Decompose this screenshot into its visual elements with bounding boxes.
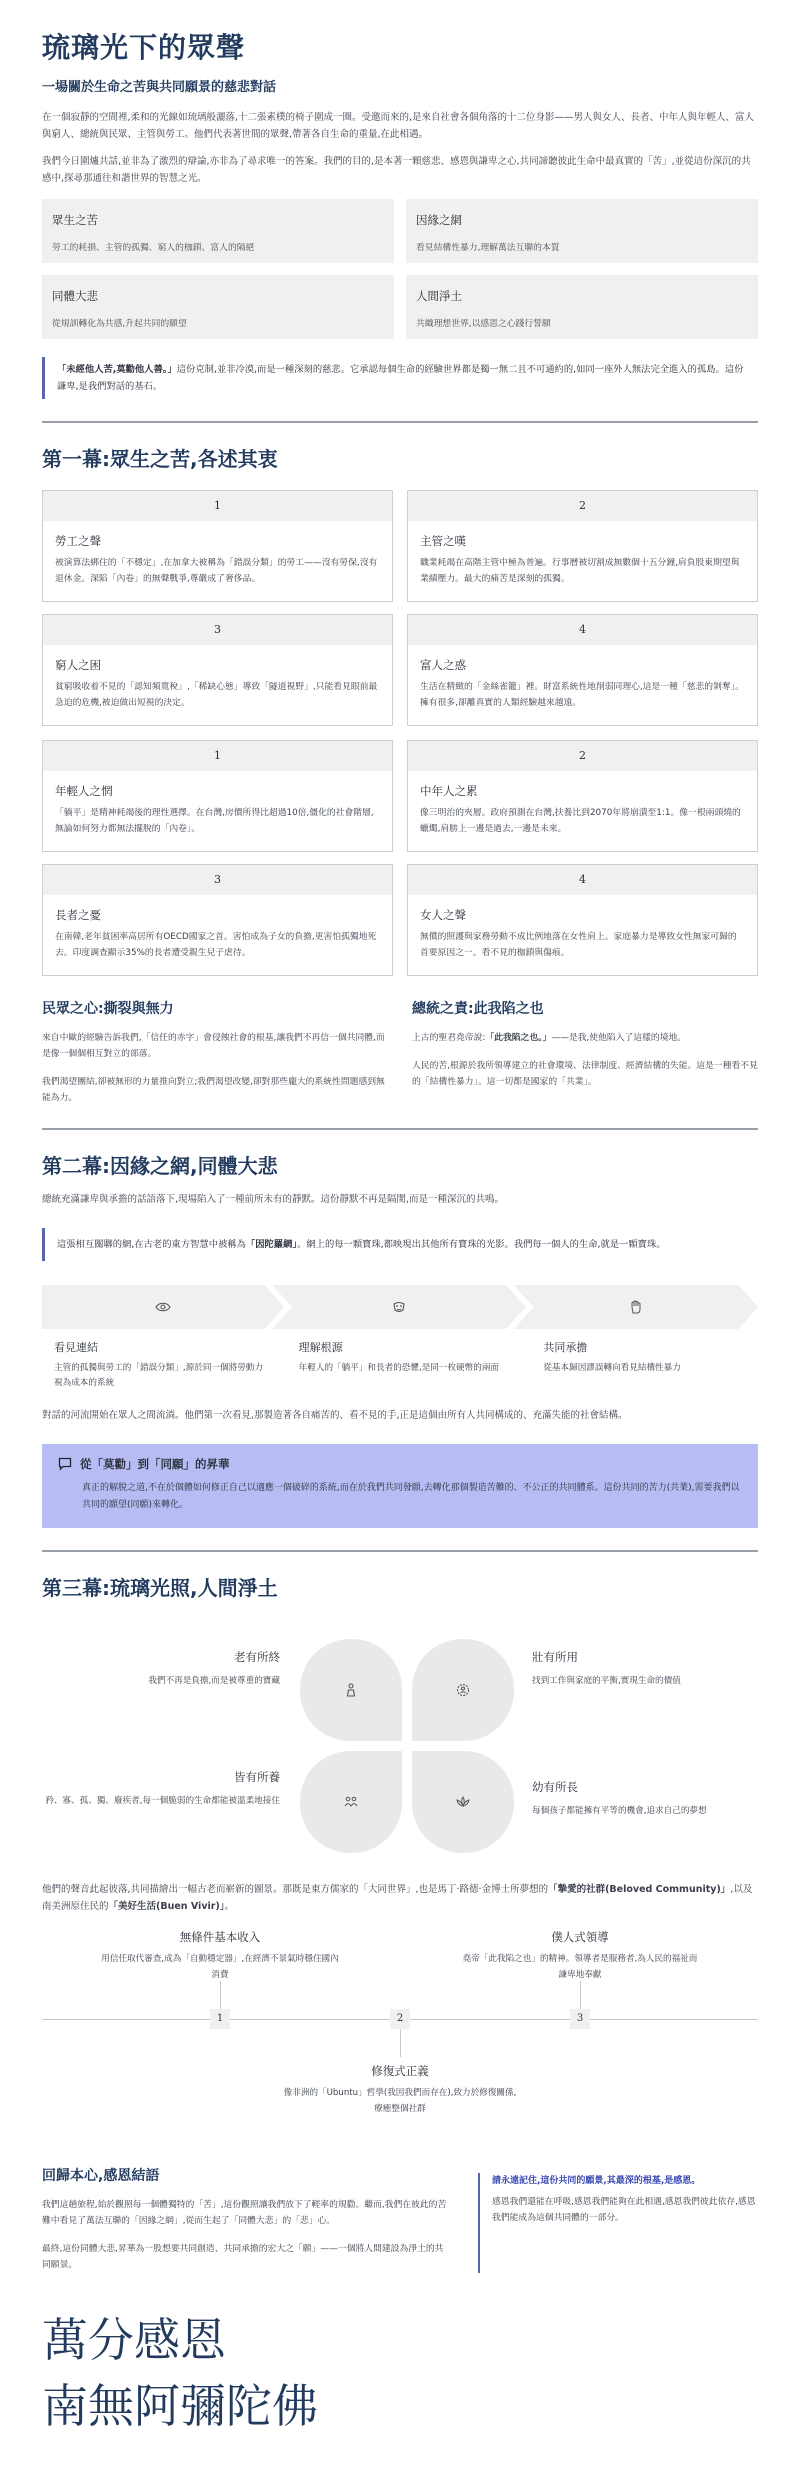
process-step (42, 1339, 269, 1391)
card-number: 3 (43, 615, 392, 645)
card-desc: 「躺平」是精神耗竭後的理性選擇。在台灣,房價所得比超過10倍,僵化的社會階層,無論如何努力都無法擺脫的「內卷」。 (55, 808, 374, 834)
step-desc: 從基本歸因謬誤轉向看見結構性暴力 (543, 1363, 681, 1373)
president-paragraph-2: 人民的苦,根源於我所領導建立的社會環境、法律制度、經濟結構的失能。這是一種看不見的「結構性暴力」。這一切都是國家的「共業」。 (412, 1061, 758, 1087)
voice-card (42, 614, 393, 726)
timeline-connector (400, 2029, 401, 2057)
topic-desc: 從規訓轉化為共感,升起共同的願望 (52, 319, 187, 329)
timeline-desc: 用信任取代審查,成為「自動穩定器」,在經濟不景氣時穩住國內消費 (101, 1954, 339, 1980)
text-span: 。 (224, 1901, 235, 1912)
timeline-connector (580, 1981, 581, 2009)
card-desc: 職業耗竭在高階主管中極為普遍。行事曆被切割成無數個十五分鐘,肩負股東期望與業績壓力。最大的痛苦是深刻的孤獨。 (420, 558, 740, 584)
card-title: 年輕人之惘 (55, 784, 113, 798)
topics-grid (42, 199, 758, 339)
act2-title: 第二幕:因緣之網,同體大悲 (42, 1154, 278, 1178)
mask-icon (391, 1299, 407, 1315)
card-number: 1 (43, 491, 392, 521)
bold-span: 「此我陷之也。」 (485, 1033, 552, 1043)
text-span: ——是我,使他陷入了這樣的境地。 (551, 1033, 687, 1043)
timeline-desc: 像非洲的「Ubuntu」哲學(我因我們而存在),致力於修復關係,療癒整個社群 (283, 2088, 517, 2114)
timeline-label (100, 1929, 340, 1983)
step-arrow (514, 1285, 758, 1329)
card-title: 窮人之困 (55, 658, 101, 672)
voice-card (407, 490, 758, 602)
act3-title: 第三幕:琉璃光照,人間淨土 (42, 1576, 278, 1600)
chat-icon (58, 1457, 72, 1471)
topic-title: 眾生之苦 (52, 213, 98, 227)
petal-label (42, 1649, 280, 1689)
people-paragraph-2: 我們渴望團結,卻被無形的力量推向對立;我們渴望改變,卻對那些龐大的系統性問題感到無能為力。 (42, 1077, 385, 1103)
text-span: 他們的聲音此起彼落,共同描繪出一幅古老而嶄新的圖景。那既是東方儒家的「大同世界」,也是馬丁·路德·金博士所夢想的 (42, 1884, 549, 1895)
petal-desc: 我們不再是負擔,而是被尊重的寶藏 (148, 1676, 280, 1686)
timeline-label (280, 2063, 520, 2117)
petal (412, 1751, 514, 1853)
card-number: 4 (408, 615, 757, 645)
step-desc: 主管的孤獨與勞工的「錯誤分類」,源於同一個將勞動力視為成本的系統 (54, 1363, 263, 1388)
card-number: 3 (43, 865, 392, 895)
process-step (531, 1339, 758, 1391)
petal-label (532, 1649, 772, 1689)
petal-title: 壯有所用 (532, 1650, 578, 1664)
card-title: 女人之聲 (420, 908, 466, 922)
step-desc: 年輕人的「躺平」和長者的恐懼,是同一枚硬幣的兩面 (298, 1363, 500, 1373)
timeline-node: 3 (570, 2009, 590, 2029)
act3-paragraph (42, 1881, 758, 1915)
step-arrow (272, 1285, 526, 1329)
closing-paragraph-1: 我們這趟旅程,始於觀照每一個體獨特的「苦」,這份觀照讓我們放下了輕率的規勸。繼而,我們在彼此的苦難中看見了萬法互聯的「因緣之網」,從而生起了「同體大悲」的「悲」心。 (42, 2200, 447, 2226)
act1-cards-2 (42, 740, 758, 976)
intro-paragraph-2: 我們今日圍爐共話,並非為了激烈的辯論,亦非為了尋求唯一的答案。我們的目的,是本著一顆慈悲、感恩與謙卑之心,共同諦聽彼此生命中最真實的「苦」,並從這份深沉的共感中,探尋那通往和諧世界的智慧之光。 (42, 156, 751, 184)
callout-title: 從「莫勸」到「同願」的昇華 (80, 1457, 230, 1471)
card-title: 富人之惑 (420, 658, 466, 672)
person-icon (343, 1682, 359, 1698)
timeline-title: 無條件基本收入 (179, 1930, 261, 1944)
voice-card (42, 864, 393, 976)
topic-card (42, 199, 394, 263)
gratitude-line-1: 萬分感恩 (42, 2313, 226, 2367)
closing-heading: 回歸本心,感恩結語 (42, 2168, 160, 2184)
voice-card (407, 740, 758, 852)
voice-card (407, 864, 758, 976)
closing-paragraph-2: 最終,這份同體大悲,昇華為一股想要共同創造、共同承擔的宏大之「願」——一個將人間建設為淨土的共同願景。 (42, 2244, 444, 2270)
eye-icon (155, 1299, 171, 1315)
voice-card (407, 614, 758, 726)
intro-paragraph-1: 在一個寂靜的空間裡,柔和的光線如琉璃般灑落,十二張素樸的椅子圍成一圈。受邀而來的,是來自社會各個角落的十二位身影——男人與女人、長者、中年人與年輕人、富人與窮人、總統與民眾、主管與勞工。他們代表著世間的眾聲,帶著各自生命的重量,在此相遇。 (42, 112, 755, 140)
people-column (42, 998, 388, 1106)
petal (300, 1639, 402, 1741)
petal-desc: 每個孩子都能擁有平等的機會,追求自己的夢想 (532, 1806, 707, 1816)
petal (412, 1639, 514, 1741)
timeline-desc: 堯帝「此我陷之也」的精神。領導者是服務者,為人民的福祉而謙卑地奉獻 (462, 1954, 698, 1980)
process-arrows (42, 1285, 758, 1329)
indra-quote (42, 1228, 758, 1261)
page-title: 琉璃光下的眾聲 (42, 31, 246, 64)
bold-span: 「美好生活(Buen Vivir)」 (108, 1901, 225, 1912)
timeline-node: 2 (390, 2009, 410, 2029)
act1-columns (42, 998, 758, 1106)
topic-card (42, 275, 394, 339)
card-number: 2 (408, 491, 757, 521)
timeline (42, 1929, 758, 2159)
petal-label (42, 1769, 280, 1809)
people-icon (343, 1794, 359, 1810)
text-span: 這張相互關聯的網,在古老的東方智慧中被稱為 (57, 1239, 246, 1250)
page-subtitle: 一場關於生命之苦與共同願景的慈悲對話 (42, 80, 277, 95)
step-arrow (42, 1285, 284, 1329)
callout-box (42, 1444, 758, 1528)
petal-desc: 矜、寡、孤、獨、廢疾者,每一個脆弱的生命都能被溫柔地接住 (45, 1796, 280, 1806)
president-heading: 總統之責:此我陷之也 (412, 1001, 544, 1017)
card-number: 2 (408, 741, 757, 771)
card-title: 中年人之累 (420, 784, 478, 798)
text-span: ,以及南美洲原住民的 (42, 1884, 753, 1912)
act2-intro: 總統充滿謙卑與承擔的話語落下,現場陷入了一種前所未有的靜默。這份靜默不再是隔閡,而是一種深沉的共鳴。 (42, 1194, 505, 1205)
closing-emphasis: 請永遠記住,這份共同的願景,其最深的根基,是感恩。 (492, 2176, 701, 2186)
card-desc: 像三明治的夾層。政府預測在台灣,扶養比到2070年將崩潰至1:1。像一根兩頭燒的蠟燭,肩膀上一邊是過去,一邊是未來。 (420, 808, 741, 834)
callout-text: 真正的解脫之道,不在於個體如何修正自己以適應一個破碎的系統,而在於我們共同發願,去轉化那個製造苦難的、不公正的共同體系。這份共同的苦力(共業),需要我們以共同的願望(同願)來轉化。 (82, 1483, 740, 1510)
topic-card (406, 199, 758, 263)
gratitude-banner (42, 2307, 758, 2439)
petal-label (532, 1779, 772, 1819)
topic-title: 因緣之網 (416, 213, 462, 227)
process-step (287, 1339, 514, 1391)
act1-cards (42, 490, 758, 726)
closing-section (42, 2165, 758, 2273)
timeline-title: 修復式正義 (371, 2064, 429, 2078)
quote-text: 這份克制,並非冷漠,而是一種深刻的慈悲。它承認每個生命的經驗世界都是獨一無二且不可通約的,如同一座外人無法完全進入的孤島。這份謙卑,是我們對話的基石。 (57, 364, 744, 392)
people-heading: 民眾之心:撕裂與無力 (42, 1001, 174, 1017)
quote-bold: 「未經他人苦,莫勸他人善。」 (57, 364, 177, 375)
step-title: 共同承擔 (543, 1341, 588, 1354)
hand-icon (628, 1299, 644, 1315)
topic-desc: 看見結構性暴力,理解萬法互聯的本質 (416, 243, 560, 253)
closing-left (42, 2165, 450, 2273)
text-span: 。網上的每一顆寶珠,都映現出其他所有寶珠的光影。我們每一個人的生命,就是一顆寶珠。 (297, 1239, 666, 1250)
card-number: 1 (43, 741, 392, 771)
voice-card (42, 740, 393, 852)
topic-desc: 勞工的耗損、主管的孤獨、窮人的枷鎖、富人的隔絕 (52, 243, 255, 253)
timeline-title: 僕人式領導 (551, 1930, 609, 1944)
gear-person-icon (455, 1682, 471, 1698)
closing-callout (478, 2173, 758, 2273)
president-paragraph-1 (412, 1030, 758, 1046)
president-column (412, 998, 758, 1106)
text-span: 上古的聖君堯帝說: (412, 1033, 486, 1043)
voice-card (42, 490, 393, 602)
vision-petals (42, 1627, 758, 1867)
card-desc: 被演算法綁住的「不穩定」,在加拿大被稱為「錯誤分類」的勞工——沒有勞保,沒有退休金。深陷「內卷」的無聲戰爭,尊嚴成了奢侈品。 (55, 558, 378, 584)
act2-after: 對話的河流開始在眾人之間流淌。他們第一次看見,那製造著各自痛苦的、看不見的手,正是這個由所有人共同構成的、充滿失能的社會結構。 (42, 1410, 628, 1421)
people-paragraph-1: 來自中歐的經驗告訴我們,「信任的赤字」會侵蝕社會的根基,讓我們不再信一個共同體,而是像一個個相互對立的部落。 (42, 1033, 385, 1059)
petal-title: 老有所終 (234, 1650, 280, 1664)
topic-card (406, 275, 758, 339)
step-title: 理解根源 (298, 1341, 343, 1354)
act1-title: 第一幕:眾生之苦,各述其衷 (42, 447, 278, 471)
divider (42, 421, 758, 423)
divider (42, 1128, 758, 1130)
card-number: 4 (408, 865, 757, 895)
timeline-connector (220, 1981, 221, 2009)
topic-title: 同體大悲 (52, 289, 98, 303)
petal-title: 幼有所長 (532, 1780, 578, 1794)
topic-desc: 共織理想世界,以感恩之心踐行誓願 (416, 319, 551, 329)
topic-title: 人間淨土 (416, 289, 462, 303)
card-desc: 生活在精緻的「金絲雀籠」裡。財富系統性地削弱同理心,這是一種「慈悲的剝奪」。擁有很多,卻離真實的人類經驗越來越遠。 (420, 682, 744, 708)
card-title: 長者之憂 (55, 908, 101, 922)
opening-quote (42, 357, 758, 399)
bold-span: 「摯愛的社群(Beloved Community)」 (548, 1884, 731, 1895)
card-desc: 無償的照護與家務勞動不成比例地落在女性肩上。家庭暴力是導致女性無家可歸的首要原因之一。看不見的枷鎖與傷痕。 (420, 932, 737, 958)
step-title: 看見連結 (54, 1341, 98, 1354)
bold-span: 「因陀羅網」 (245, 1239, 298, 1250)
card-title: 主管之嘆 (420, 534, 466, 548)
card-desc: 貧窮吸收着不見的「認知頻寬稅」,「稀缺心態」導致「隧道視野」,只能看見眼前最急迫的危機,被迫做出短視的決定。 (55, 682, 378, 708)
timeline-label (460, 1929, 700, 1983)
petal-desc: 找到工作與家庭的平衡,實現生命的價值 (532, 1676, 681, 1686)
card-desc: 在南韓,老年貧困率高居所有OECD國家之首。害怕成為子女的負擔,更害怕孤獨地死去。印度調查顯示35%的長者遭受親生兒子虐待。 (55, 932, 377, 958)
callout-heading (58, 1456, 742, 1472)
gratitude-line-2: 南無阿彌陀佛 (42, 2379, 318, 2433)
process-steps (42, 1339, 758, 1391)
closing-gratitude: 感恩我們還能在呼吸,感恩我們能夠在此相遇,感恩我們彼此依存,感恩我們能成為這個共同體的一部分。 (492, 2197, 756, 2223)
divider (42, 1550, 758, 1552)
timeline-node: 1 (210, 2009, 230, 2029)
petal (300, 1751, 402, 1853)
lotus-icon (455, 1794, 471, 1810)
card-title: 勞工之聲 (55, 534, 101, 548)
petal-title: 皆有所養 (234, 1770, 280, 1784)
